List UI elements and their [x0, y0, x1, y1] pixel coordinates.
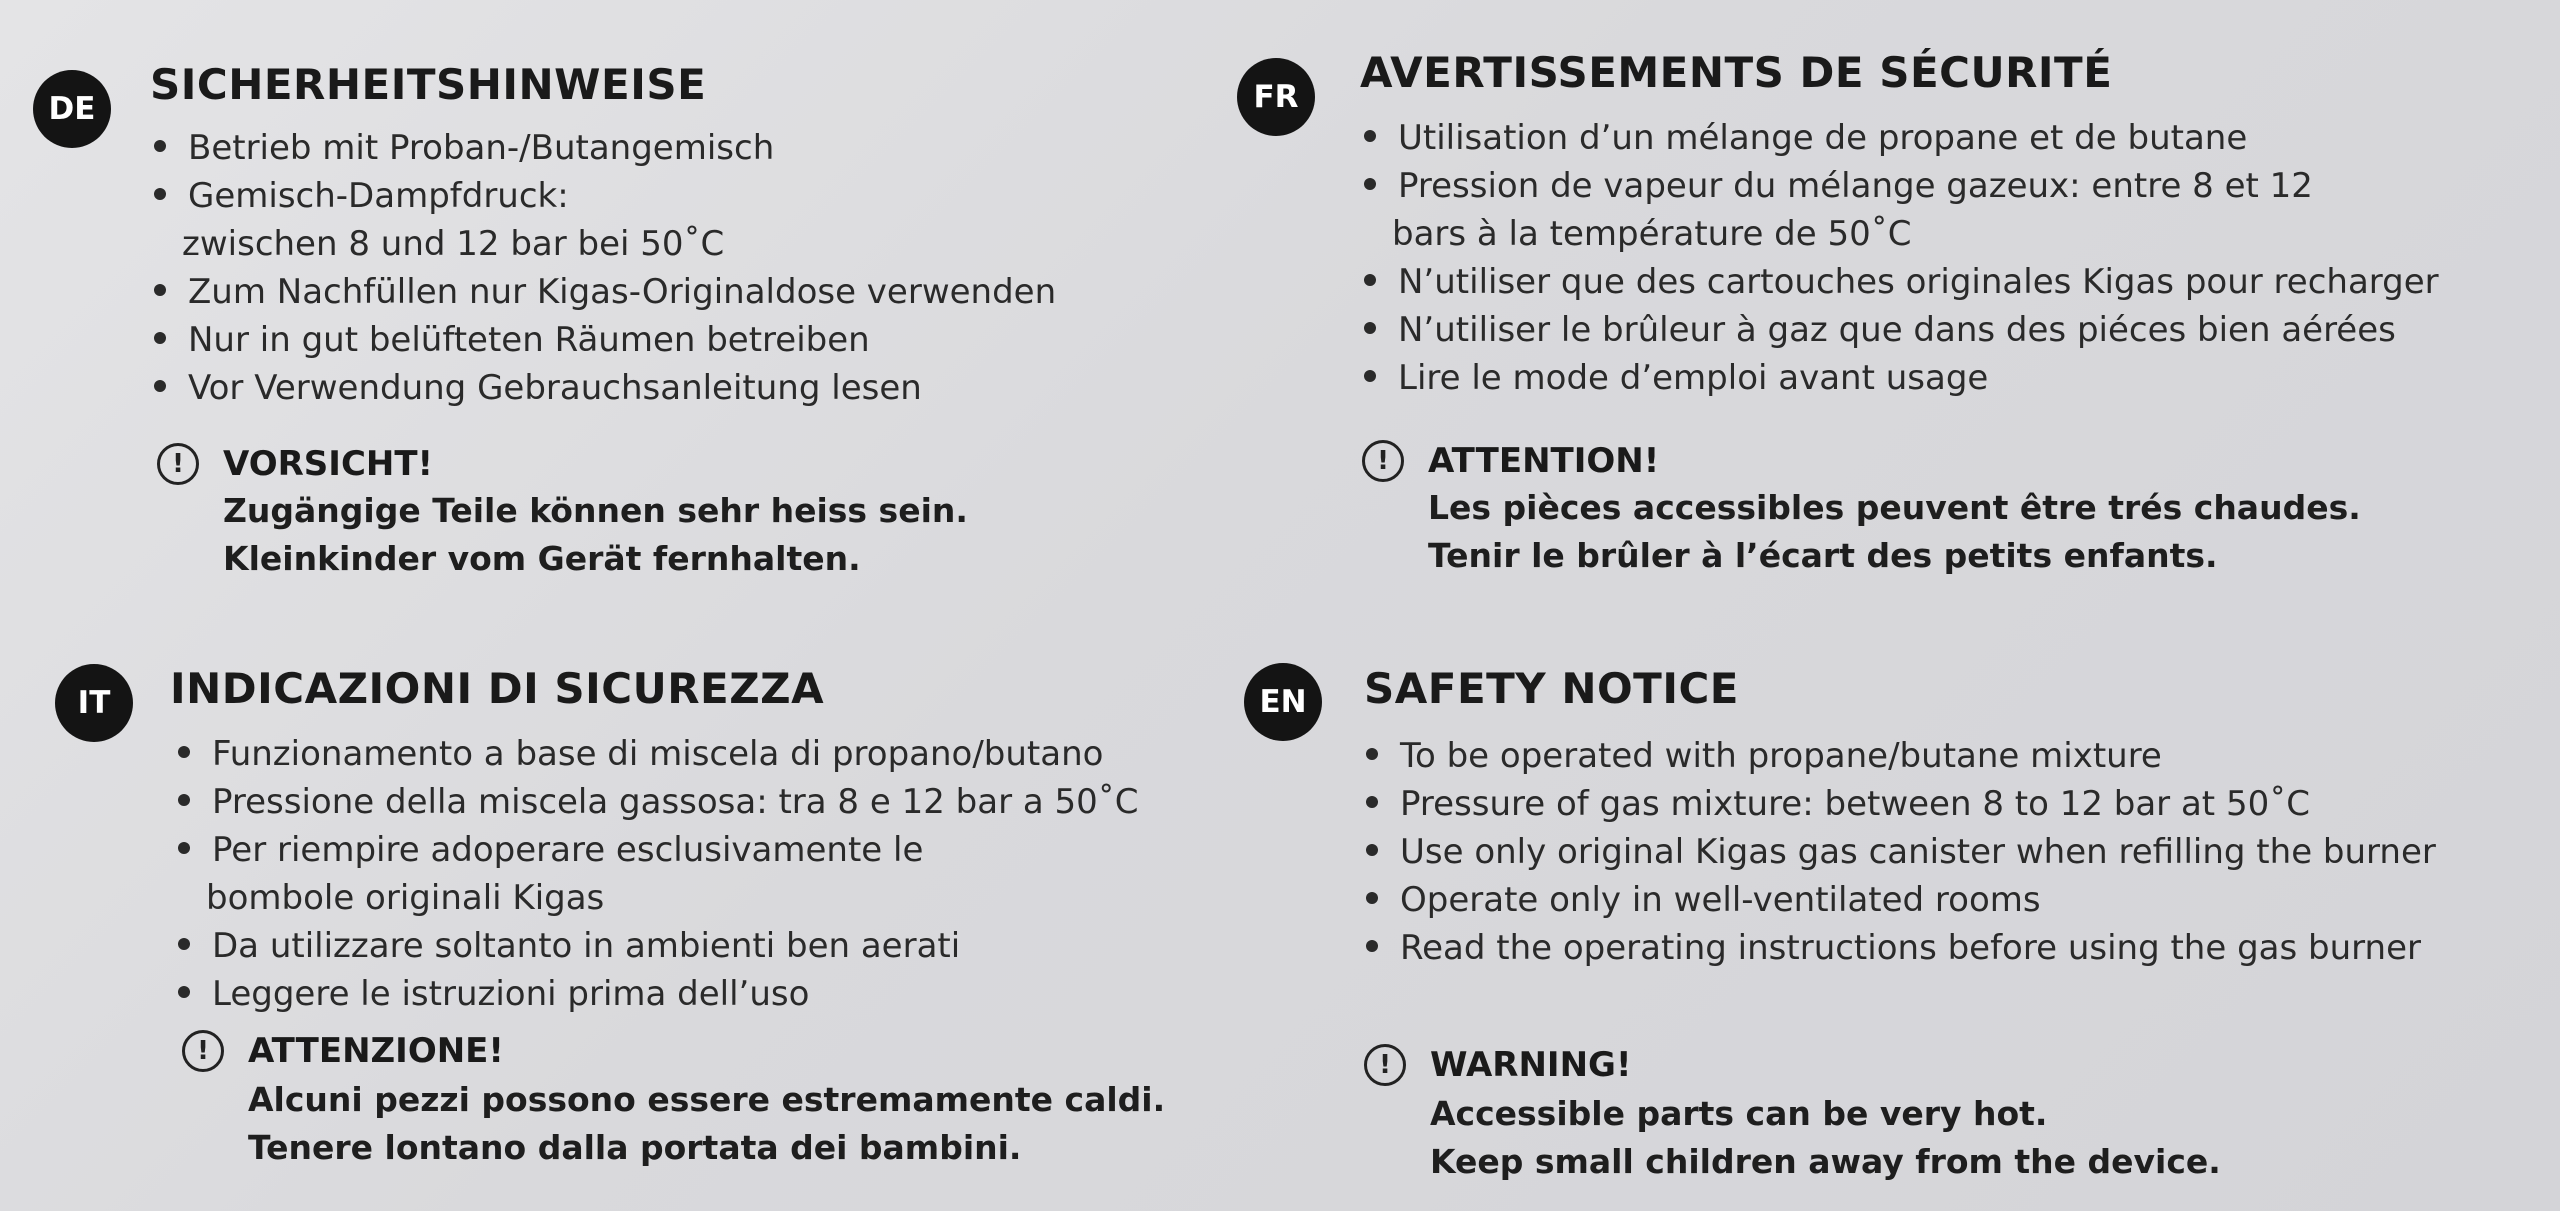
bullet-icon — [1366, 796, 1378, 808]
bullet-icon — [178, 794, 190, 806]
list-item: Vor Verwendung Gebrauchsanleitung lesen — [150, 364, 1056, 412]
language-badge-it: IT — [55, 664, 133, 742]
warning-title-fr: ATTENTION! — [1428, 441, 1660, 481]
language-badge-de: DE — [33, 70, 111, 148]
list-item: Betrieb mit Proban-/Butangemisch — [150, 124, 1056, 172]
bullet-icon — [1366, 844, 1378, 856]
safety-list-fr — [1360, 114, 2439, 402]
bullet-icon — [1364, 370, 1376, 382]
language-badge-fr: FR — [1237, 58, 1315, 136]
bullet-icon — [154, 380, 166, 392]
list-item: Zum Nachfüllen nur Kigas-Originaldose verwenden — [150, 268, 1056, 316]
safety-list-en — [1362, 732, 2436, 972]
section-heading-en: SAFETY NOTICE — [1364, 664, 1739, 713]
bullet-icon — [178, 986, 190, 998]
bullet-icon — [1364, 130, 1376, 142]
bullet-icon — [154, 284, 166, 296]
bullet-icon — [1366, 940, 1378, 952]
bullet-icon — [1364, 322, 1376, 334]
bullet-icon — [1364, 274, 1376, 286]
list-item: Leggere le istruzioni prima dell’uso — [174, 970, 1139, 1018]
list-item: Read the operating instructions before using the gas burner — [1362, 924, 2436, 972]
warning-line: Tenir le brûler à l’écart des petits enfants. — [1428, 536, 2218, 575]
bullet-icon — [178, 938, 190, 950]
warning-line: Zugängige Teile können sehr heiss sein. — [223, 491, 968, 530]
bullet-icon — [1366, 892, 1378, 904]
list-item: Per riempire adoperare esclusivamente le — [174, 826, 1139, 874]
list-item: To be operated with propane/butane mixture — [1362, 732, 2436, 780]
list-item: Lire le mode d’emploi avant usage — [1360, 354, 2439, 402]
section-heading-de: SICHERHEITSHINWEISE — [150, 60, 707, 109]
list-item-continuation: bombole originali Kigas — [206, 878, 605, 918]
warning-line: Les pièces accessibles peuvent être trés chaudes. — [1428, 488, 2361, 527]
warning-title-de: VORSICHT! — [223, 444, 434, 484]
list-item: Gemisch-Dampfdruck: — [150, 172, 1056, 220]
warning-line: Alcuni pezzi possono essere estremamente caldi. — [248, 1080, 1166, 1119]
list-item: Operate only in well-ventilated rooms — [1362, 876, 2436, 924]
exclamation-circle-icon: ! — [182, 1030, 224, 1072]
list-item: Da utilizzare soltanto in ambienti ben aerati — [174, 922, 1139, 970]
bullet-icon — [1364, 178, 1376, 190]
warning-line: Keep small children away from the device. — [1430, 1142, 2221, 1181]
list-item: Funzionamento a base di miscela di propano/butano — [174, 730, 1139, 778]
bullet-icon — [178, 746, 190, 758]
section-heading-it: INDICAZIONI DI SICUREZZA — [170, 664, 825, 713]
list-item: N’utiliser que des cartouches originales Kigas pour recharger — [1360, 258, 2439, 306]
warning-line: Kleinkinder vom Gerät fernhalten. — [223, 539, 861, 578]
list-item: Pression de vapeur du mélange gazeux: entre 8 et 12 — [1360, 162, 2439, 210]
bullet-icon — [154, 332, 166, 344]
safety-list-de — [150, 124, 1056, 412]
list-item-continuation: bars à la température de 50˚C — [1392, 214, 1912, 254]
exclamation-circle-icon: ! — [1364, 1044, 1406, 1086]
bullet-icon — [178, 842, 190, 854]
bullet-icon — [154, 140, 166, 152]
exclamation-circle-icon: ! — [157, 443, 199, 485]
list-item: Use only original Kigas gas canister when refilling the burner — [1362, 828, 2436, 876]
list-item: N’utiliser le brûleur à gaz que dans des piéces bien aérées — [1360, 306, 2439, 354]
language-badge-en: EN — [1244, 663, 1322, 741]
list-item-continuation: zwischen 8 und 12 bar bei 50˚C — [182, 224, 725, 264]
safety-list-it — [174, 730, 1139, 1018]
warning-title-it: ATTENZIONE! — [248, 1031, 504, 1071]
warning-title-en: WARNING! — [1430, 1045, 1632, 1085]
section-heading-fr: AVERTISSEMENTS DE SÉCURITÉ — [1360, 48, 2113, 97]
list-item: Nur in gut belüfteten Räumen betreiben — [150, 316, 1056, 364]
list-item: Pressione della miscela gassosa: tra 8 e 12 bar a 50˚C — [174, 778, 1139, 826]
bullet-icon — [1366, 748, 1378, 760]
warning-line: Accessible parts can be very hot. — [1430, 1094, 2048, 1133]
exclamation-circle-icon: ! — [1362, 440, 1404, 482]
warning-line: Tenere lontano dalla portata dei bambini. — [248, 1128, 1022, 1167]
bullet-icon — [154, 188, 166, 200]
list-item: Pressure of gas mixture: between 8 to 12 bar at 50˚C — [1362, 780, 2436, 828]
list-item: Utilisation d’un mélange de propane et de butane — [1360, 114, 2439, 162]
